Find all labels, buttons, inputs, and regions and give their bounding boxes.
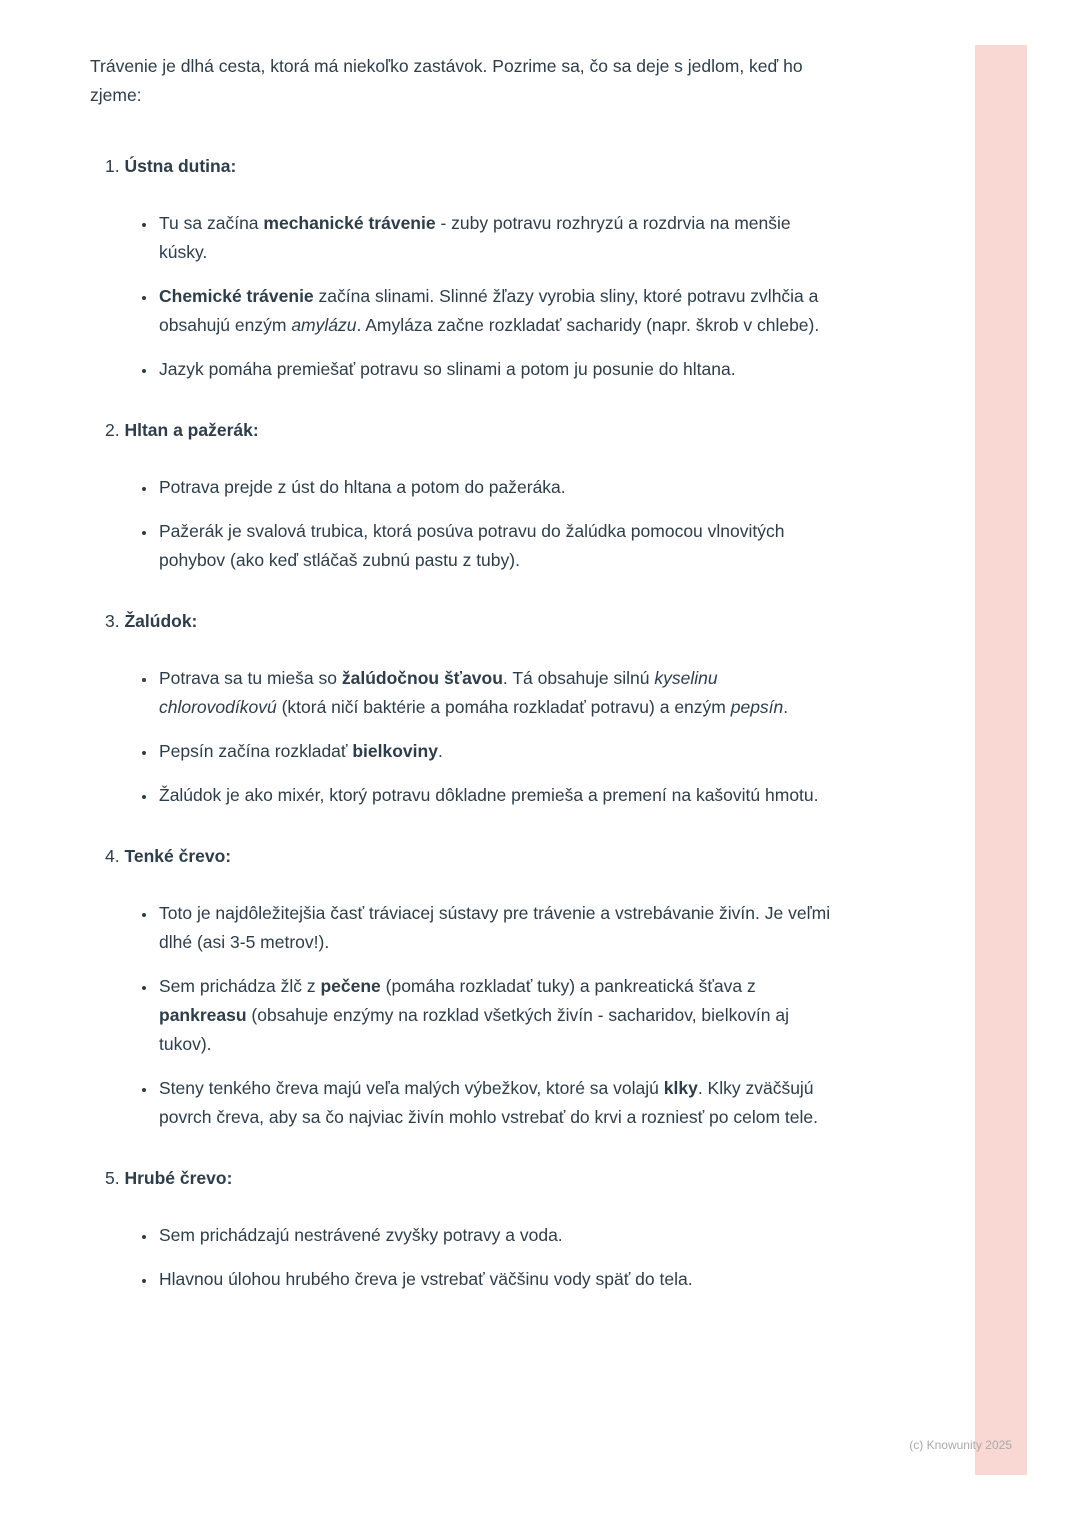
- section-title: Tenké črevo:: [124, 846, 232, 866]
- section-1: [90, 152, 838, 384]
- text-segment: Sem prichádzajú nestrávené zvyšky potravy a voda.: [159, 1225, 563, 1245]
- text-segment: .: [783, 697, 789, 717]
- section-heading: [105, 416, 838, 445]
- text-segment: Potrava sa tu mieša so: [159, 668, 342, 688]
- section-number: 5.: [105, 1168, 125, 1188]
- section-heading: [105, 152, 838, 181]
- section-heading: [105, 607, 838, 636]
- section-title: Hltan a pažerák:: [124, 420, 259, 440]
- bullet-list: [90, 209, 838, 384]
- section-3: [90, 607, 838, 810]
- bullet-item: [157, 737, 838, 766]
- bullet-item: [157, 1265, 838, 1294]
- section-title: Ústna dutina:: [124, 156, 237, 176]
- text-segment: . Amyláza začne rozkladať sacharidy (napr. škrob v chlebe).: [356, 315, 820, 335]
- bullet-item: [157, 664, 838, 722]
- bold-text: bielkoviny: [352, 741, 438, 761]
- text-segment: - zuby potravu rozhryzú a rozdrvia na menšie kúsky.: [159, 213, 791, 262]
- text-segment: . Tá obsahuje silnú: [502, 668, 655, 688]
- section-heading: [105, 1164, 838, 1193]
- bold-text: žalúdočnou šťavou: [341, 668, 503, 688]
- section-number: 3.: [105, 611, 125, 631]
- text-segment: Potrava prejde z úst do hltana a potom do pažeráka.: [159, 477, 566, 497]
- italic-text: amylázu: [291, 315, 357, 335]
- text-segment: Pepsín začína rozkladať: [159, 741, 353, 761]
- text-segment: Pažerák je svalová trubica, ktorá posúva potravu do žalúdka pomocou vlnovitých pohybov (ako keď stláčaš zubnú pastu z tuby).: [159, 521, 785, 570]
- text-segment: Žalúdok je ako mixér, ktorý potravu dôkladne premieša a premení na kašovitú hmotu.: [159, 785, 819, 805]
- text-segment: (pomáha rozkladať tuky) a pankreatická šťava z: [380, 976, 756, 996]
- section-number: 1.: [105, 156, 125, 176]
- bold-text: mechanické trávenie: [263, 213, 436, 233]
- intro-paragraph: Trávenie je dlhá cesta, ktorá má niekoľko zastávok. Pozrime sa, čo sa deje s jedlom, keď ho zjeme:: [90, 56, 803, 105]
- bullet-list: [90, 473, 838, 575]
- text-segment: Hlavnou úlohou hrubého čreva je vstrebať väčšinu vody späť do tela.: [159, 1269, 693, 1289]
- bullet-list: [90, 664, 838, 810]
- bullet-item: [157, 899, 838, 957]
- section-heading: [105, 842, 838, 871]
- italic-text: kyselinu chlorovodíkovú: [159, 668, 718, 717]
- section-title: Žalúdok:: [124, 611, 198, 631]
- section-2: [90, 416, 838, 575]
- text-segment: (obsahuje enzýmy na rozklad všetkých živín - sacharidov, bielkovín aj tukov).: [159, 1005, 789, 1054]
- text-segment: Toto je najdôležitejšia časť tráviacej sústavy pre trávenie a vstrebávanie živín. Je veľmi dlhé (asi 3-5 metrov!).: [159, 903, 831, 952]
- bold-text: Chemické trávenie: [159, 286, 314, 306]
- text-segment: Tu sa začína: [159, 213, 264, 233]
- bold-text: klky: [663, 1078, 698, 1098]
- right-accent-bar: [975, 45, 1027, 1475]
- text-segment: (ktorá ničí baktérie a pomáha rozkladať potravu) a enzým: [276, 697, 731, 717]
- bullet-item: [157, 1074, 838, 1132]
- bullet-item: [157, 282, 838, 340]
- text-segment: .: [437, 741, 443, 761]
- bullet-list: [90, 1221, 838, 1294]
- sections-list: [90, 152, 838, 1294]
- document-content: [90, 52, 838, 1326]
- bullet-item: [157, 355, 838, 384]
- section-number: 4.: [105, 846, 125, 866]
- bold-text: pankreasu: [159, 1005, 247, 1025]
- section-number: 2.: [105, 420, 125, 440]
- bullet-item: [157, 473, 838, 502]
- bullet-item: [157, 972, 838, 1059]
- italic-text: pepsín: [730, 697, 784, 717]
- copyright-watermark: (c) Knowunity 2025: [909, 1438, 1012, 1452]
- bullet-item: [157, 781, 838, 810]
- section-5: [90, 1164, 838, 1294]
- bullet-list: [90, 899, 838, 1132]
- text-segment: . Klky zväčšujú povrch čreva, aby sa čo najviac živín mohlo vstrebať do krvi a rozniesť po celom tele.: [159, 1078, 818, 1127]
- section-title: Hrubé črevo:: [124, 1168, 233, 1188]
- section-4: [90, 842, 838, 1132]
- text-segment: Sem prichádza žlč z: [159, 976, 321, 996]
- bullet-item: [157, 517, 838, 575]
- bullet-item: [157, 1221, 838, 1250]
- text-segment: začína slinami. Slinné žľazy vyrobia sliny, ktoré potravu zvlhčia a obsahujú enzým: [159, 286, 819, 335]
- text-segment: Steny tenkého čreva majú veľa malých výbežkov, ktoré sa volajú: [159, 1078, 664, 1098]
- bullet-item: [157, 209, 838, 267]
- text-segment: Jazyk pomáha premiešať potravu so slinami a potom ju posunie do hltana.: [159, 359, 736, 379]
- bold-text: pečene: [320, 976, 381, 996]
